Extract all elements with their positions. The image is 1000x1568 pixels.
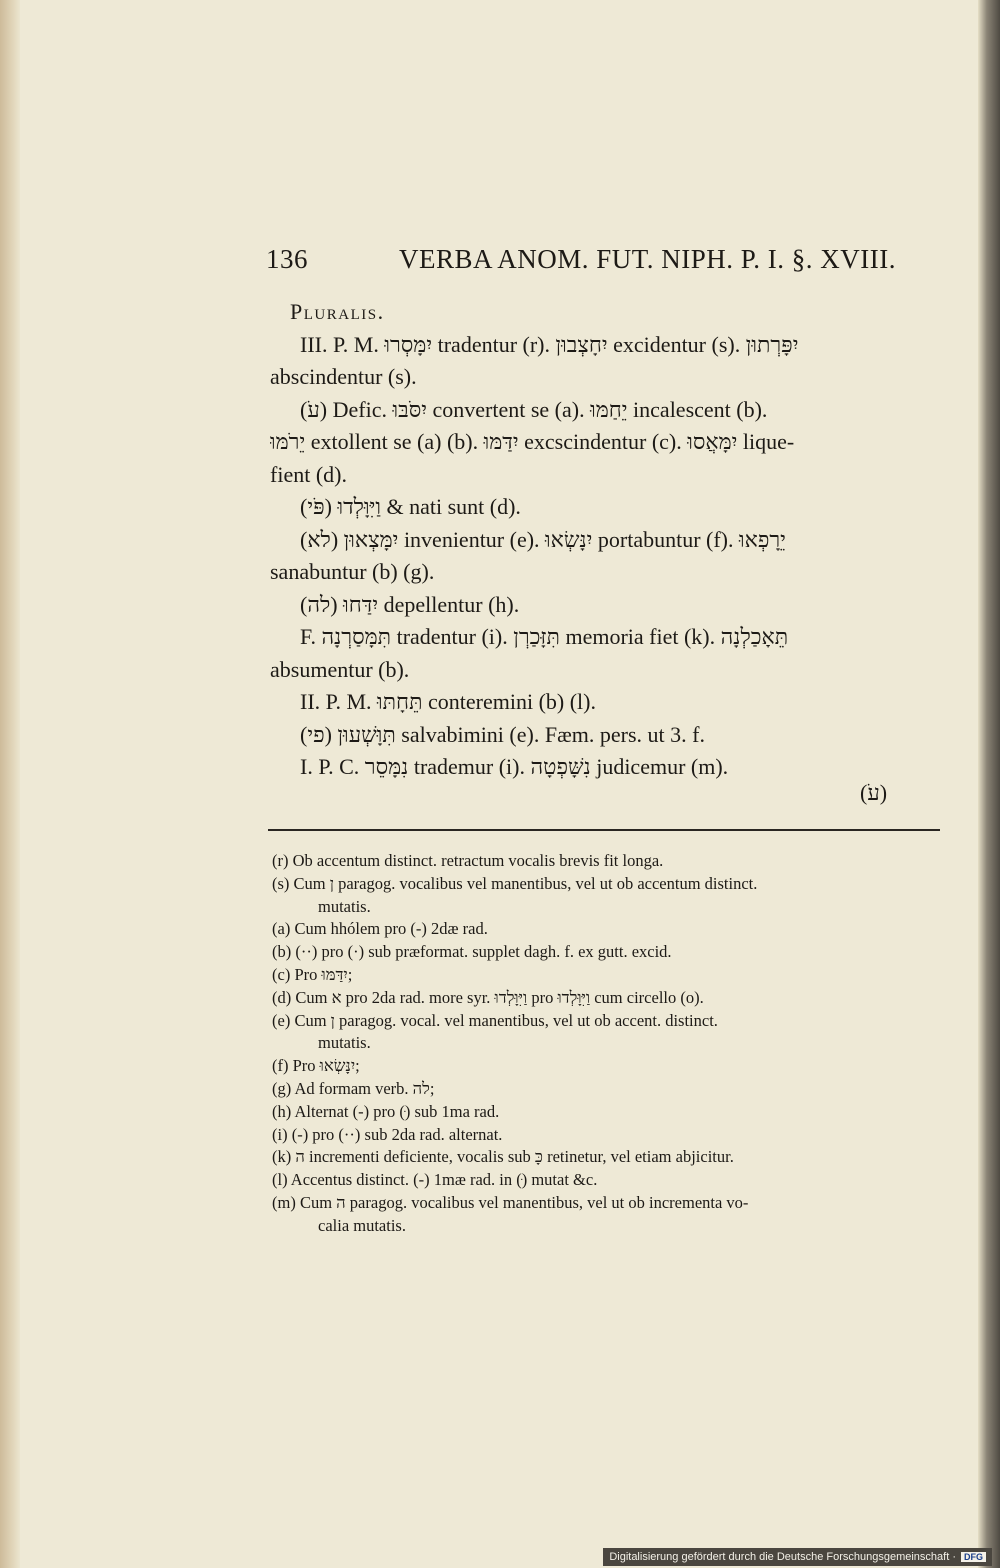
text-line: fient (d). (270, 461, 347, 487)
text-line: F. תִּמָּסַרְנָה tradentur (i). תִּזָּכַרְן memoria fiet (k). תֵּאָכַלְנָה (300, 624, 789, 649)
running-title: VERBA ANOM. FUT. NIPH. P. I. §. XVIII. (399, 244, 897, 274)
page-number: 136 (266, 244, 308, 274)
page-edge-left (0, 0, 20, 1568)
footnote-continuation: mutatis. (318, 1033, 371, 1053)
text-line: sanabuntur (b) (g). (270, 559, 435, 584)
footnote: (l) Accentus distinct. (-) 1mæ rad. in (ּ) mutat &c. (272, 1170, 598, 1190)
text-line: (לה) יִדַּחוּ depellentur (h). (300, 591, 520, 617)
dfg-logo-icon: DFG (961, 1552, 986, 1562)
section-heading: Pluralis. (290, 299, 385, 324)
footnote: (a) Cum hhólem pro (-) 2dæ rad. (272, 919, 488, 939)
credit-text: Digitalisierung gefördert durch die Deutsche Forschungsgemeinschaft · (609, 1551, 956, 1563)
catchword: (עֹ) (860, 780, 888, 805)
footnote: (s) Cum ן paragog. vocalibus vel manentibus, vel ut ob accentum distinct. (272, 873, 758, 893)
footnote: (m) Cum ה paragog. vocalibus vel manentibus, vel ut ob incrementa vo- (272, 1192, 749, 1212)
running-header (266, 244, 938, 284)
footnote: (g) Ad formam verb. לה; (272, 1078, 435, 1098)
text-line: I. P. C. נִמָּסֵר trademur (i). נִשָּׁפְטָה judicemur (m). (300, 754, 729, 779)
text-line: יֵרֹמּוּ extollent se (a) (b). יִדַּמּוּ excscindentur (c). יִמָּאֲסוּ lique- (270, 429, 795, 454)
text-line: absumentur (b). (270, 656, 410, 682)
footnotes (272, 850, 944, 1238)
digitization-credit (603, 1548, 992, 1566)
text-line: (לא) יִמָּצְאוּן invenientur (e). יִנָּשְׂאוּ portabuntur (f). יֵרָפְאוּ (300, 526, 786, 552)
text-line: II. P. M. תֵּחָתּוּ conteremini (b) (l). (300, 689, 596, 714)
footnote-continuation: mutatis. (318, 896, 371, 916)
footnote-rule (268, 829, 940, 831)
text-line: abscindentur (s). (270, 364, 417, 389)
main-text (270, 296, 942, 784)
footnote: (e) Cum ן paragog. vocal. vel manentibus, vel ut ob accent. distinct. (272, 1010, 718, 1030)
footnote: (h) Alternat (-) pro (ּ) sub 1ma rad. (272, 1101, 500, 1121)
footnote: (i) (-) pro (··) sub 2da rad. alternat. (272, 1124, 503, 1144)
footnote-continuation: calia mutatis. (318, 1215, 406, 1235)
text-line: (עֹ) Defic. יִסֹּבּוּ convertent se (a). יֵחַמּוּ incalescent (b). (300, 396, 768, 422)
text-line: III. P. M. יִמָּסְרוּ tradentur (r). יִחָצְבוּן excidentur (s). יִפָּרְתוּן (300, 331, 799, 357)
book-spine-shadow (978, 0, 1000, 1568)
footnote: (b) (··) pro (·) sub præformat. supplet dagh. f. ex gutt. excid. (272, 942, 672, 962)
footnote: (d) Cum א pro 2da rad. more syr. וַיִּוָּלְדוּ pro וַיִּוָּלְדוּ cum circello (o). (272, 987, 704, 1007)
footnote: (c) Pro יִדַּמּוּ; (272, 964, 353, 984)
footnote: (k) ה incrementi deficiente, vocalis sub כָּ retinetur, vel etiam abjicitur. (272, 1147, 734, 1167)
text-line: (פי) תִּוָּשְׁעוּן salvabimini (e). Fæm. pers. ut 3. f. (300, 721, 705, 747)
footnote: (f) Pro יִנָּשְׂאוּ; (272, 1056, 360, 1076)
footnote: (r) Ob accentum distinct. retractum vocalis brevis fit longa. (272, 851, 664, 870)
text-line: (פֹּי) וַיִּוָּלְדוּ & nati sunt (d). (300, 494, 521, 519)
